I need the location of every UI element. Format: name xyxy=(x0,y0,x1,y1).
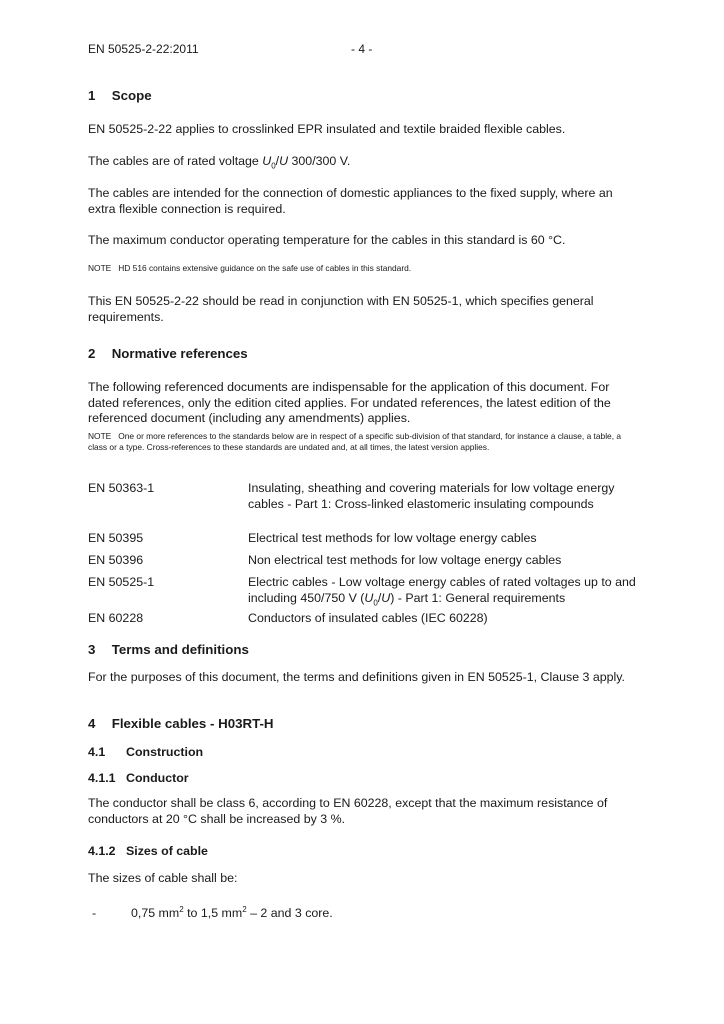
terms-paragraph: For the purposes of this document, the terms and definitions given in EN 50525-1, Clause 3 apply. xyxy=(88,670,626,684)
reference-title: Insulating, sheathing and covering materials for low voltage energy cables - Part 1: Cross-linked elastomeric insulating compounds xyxy=(248,481,615,511)
conductor-paragraph: The conductor shall be class 6, according to EN 60228, except that the maximum resistance of conductors at 20 °C shall be increased by 3 %. xyxy=(88,796,608,826)
section-1-heading xyxy=(88,88,638,104)
header-page-number: - 4 - xyxy=(351,42,373,56)
sizes-bullet-item: 0,75 $mm^2$ to 1,5 $mm^2 - 2$ and 3 core. xyxy=(131,904,333,920)
section-4-1-heading: 4.1 Construction xyxy=(88,745,204,759)
sizes-paragraph: The sizes of cable shall be: xyxy=(88,871,238,885)
section-4-1-2-heading: 4.1.2 Sizes of cable xyxy=(88,844,208,858)
scope-paragraph-5: This EN 50525-2-22 should be read in conjunction with EN 50525-1, which specifies general requirements. xyxy=(88,294,594,324)
section-4-heading: 4 Flexible cables - H03RT-H xyxy=(88,716,274,731)
reference-title: Electric cables - Low voltage energy cables of rated voltages up to and including 450/750 V $(U_0/U)$ - Part 1: General requirements xyxy=(248,575,636,607)
section-2-heading: 2 Normative references xyxy=(88,346,248,361)
bullet-marker: - xyxy=(92,906,97,920)
section-3-heading: 3 Terms and definitions xyxy=(88,642,249,657)
section-number: 1 xyxy=(88,88,96,103)
reference-code: EN 50396 xyxy=(88,553,144,567)
reference-title: Conductors of insulated cables (IEC 60228) xyxy=(248,611,488,625)
reference-code: EN 60228 xyxy=(88,611,144,625)
header-doc-id: EN 50525-2-22:2011 xyxy=(88,42,199,56)
scope-paragraph-2: The cables are of rated voltage $U_0/U$ 300/300 V. xyxy=(88,154,351,171)
reference-code: EN 50363-1 xyxy=(88,481,155,495)
references-intro: The following referenced documents are indispensable for the application of this document. For dated references, only the edition cited applies. For undated references, the latest edition of the referenced document (including any amendments) applies. xyxy=(88,380,611,425)
reference-code: EN 50525-1 xyxy=(88,575,155,589)
reference-title: Electrical test methods for low voltage energy cables xyxy=(248,531,537,545)
reference-code: EN 50395 xyxy=(88,531,144,545)
scope-paragraph-4: The maximum conductor operating temperature for the cables in this standard is 60 °C. xyxy=(88,233,566,247)
scope-paragraph-3: The cables are intended for the connection of domestic appliances to the fixed supply, where an extra flexible connection is required. xyxy=(88,186,613,216)
section-4-1-1-heading: 4.1.1 Conductor xyxy=(88,771,189,785)
references-note: NOTE One or more references to the standards below are in respect of a specific sub-division of that standard, for instance a clause, a table, a class or a type. Cross-references to these standards are undated and, at all times, the latest version applies. xyxy=(88,431,622,452)
scope-note: NOTE HD 516 contains extensive guidance on the safe use of cables in this standard. xyxy=(88,263,412,273)
reference-title: Non electrical test methods for low voltage energy cables xyxy=(248,553,562,567)
scope-paragraph-1: EN 50525-2-22 applies to crosslinked EPR insulated and textile braided flexible cables. xyxy=(88,122,566,136)
section-title: Scope xyxy=(111,88,152,103)
